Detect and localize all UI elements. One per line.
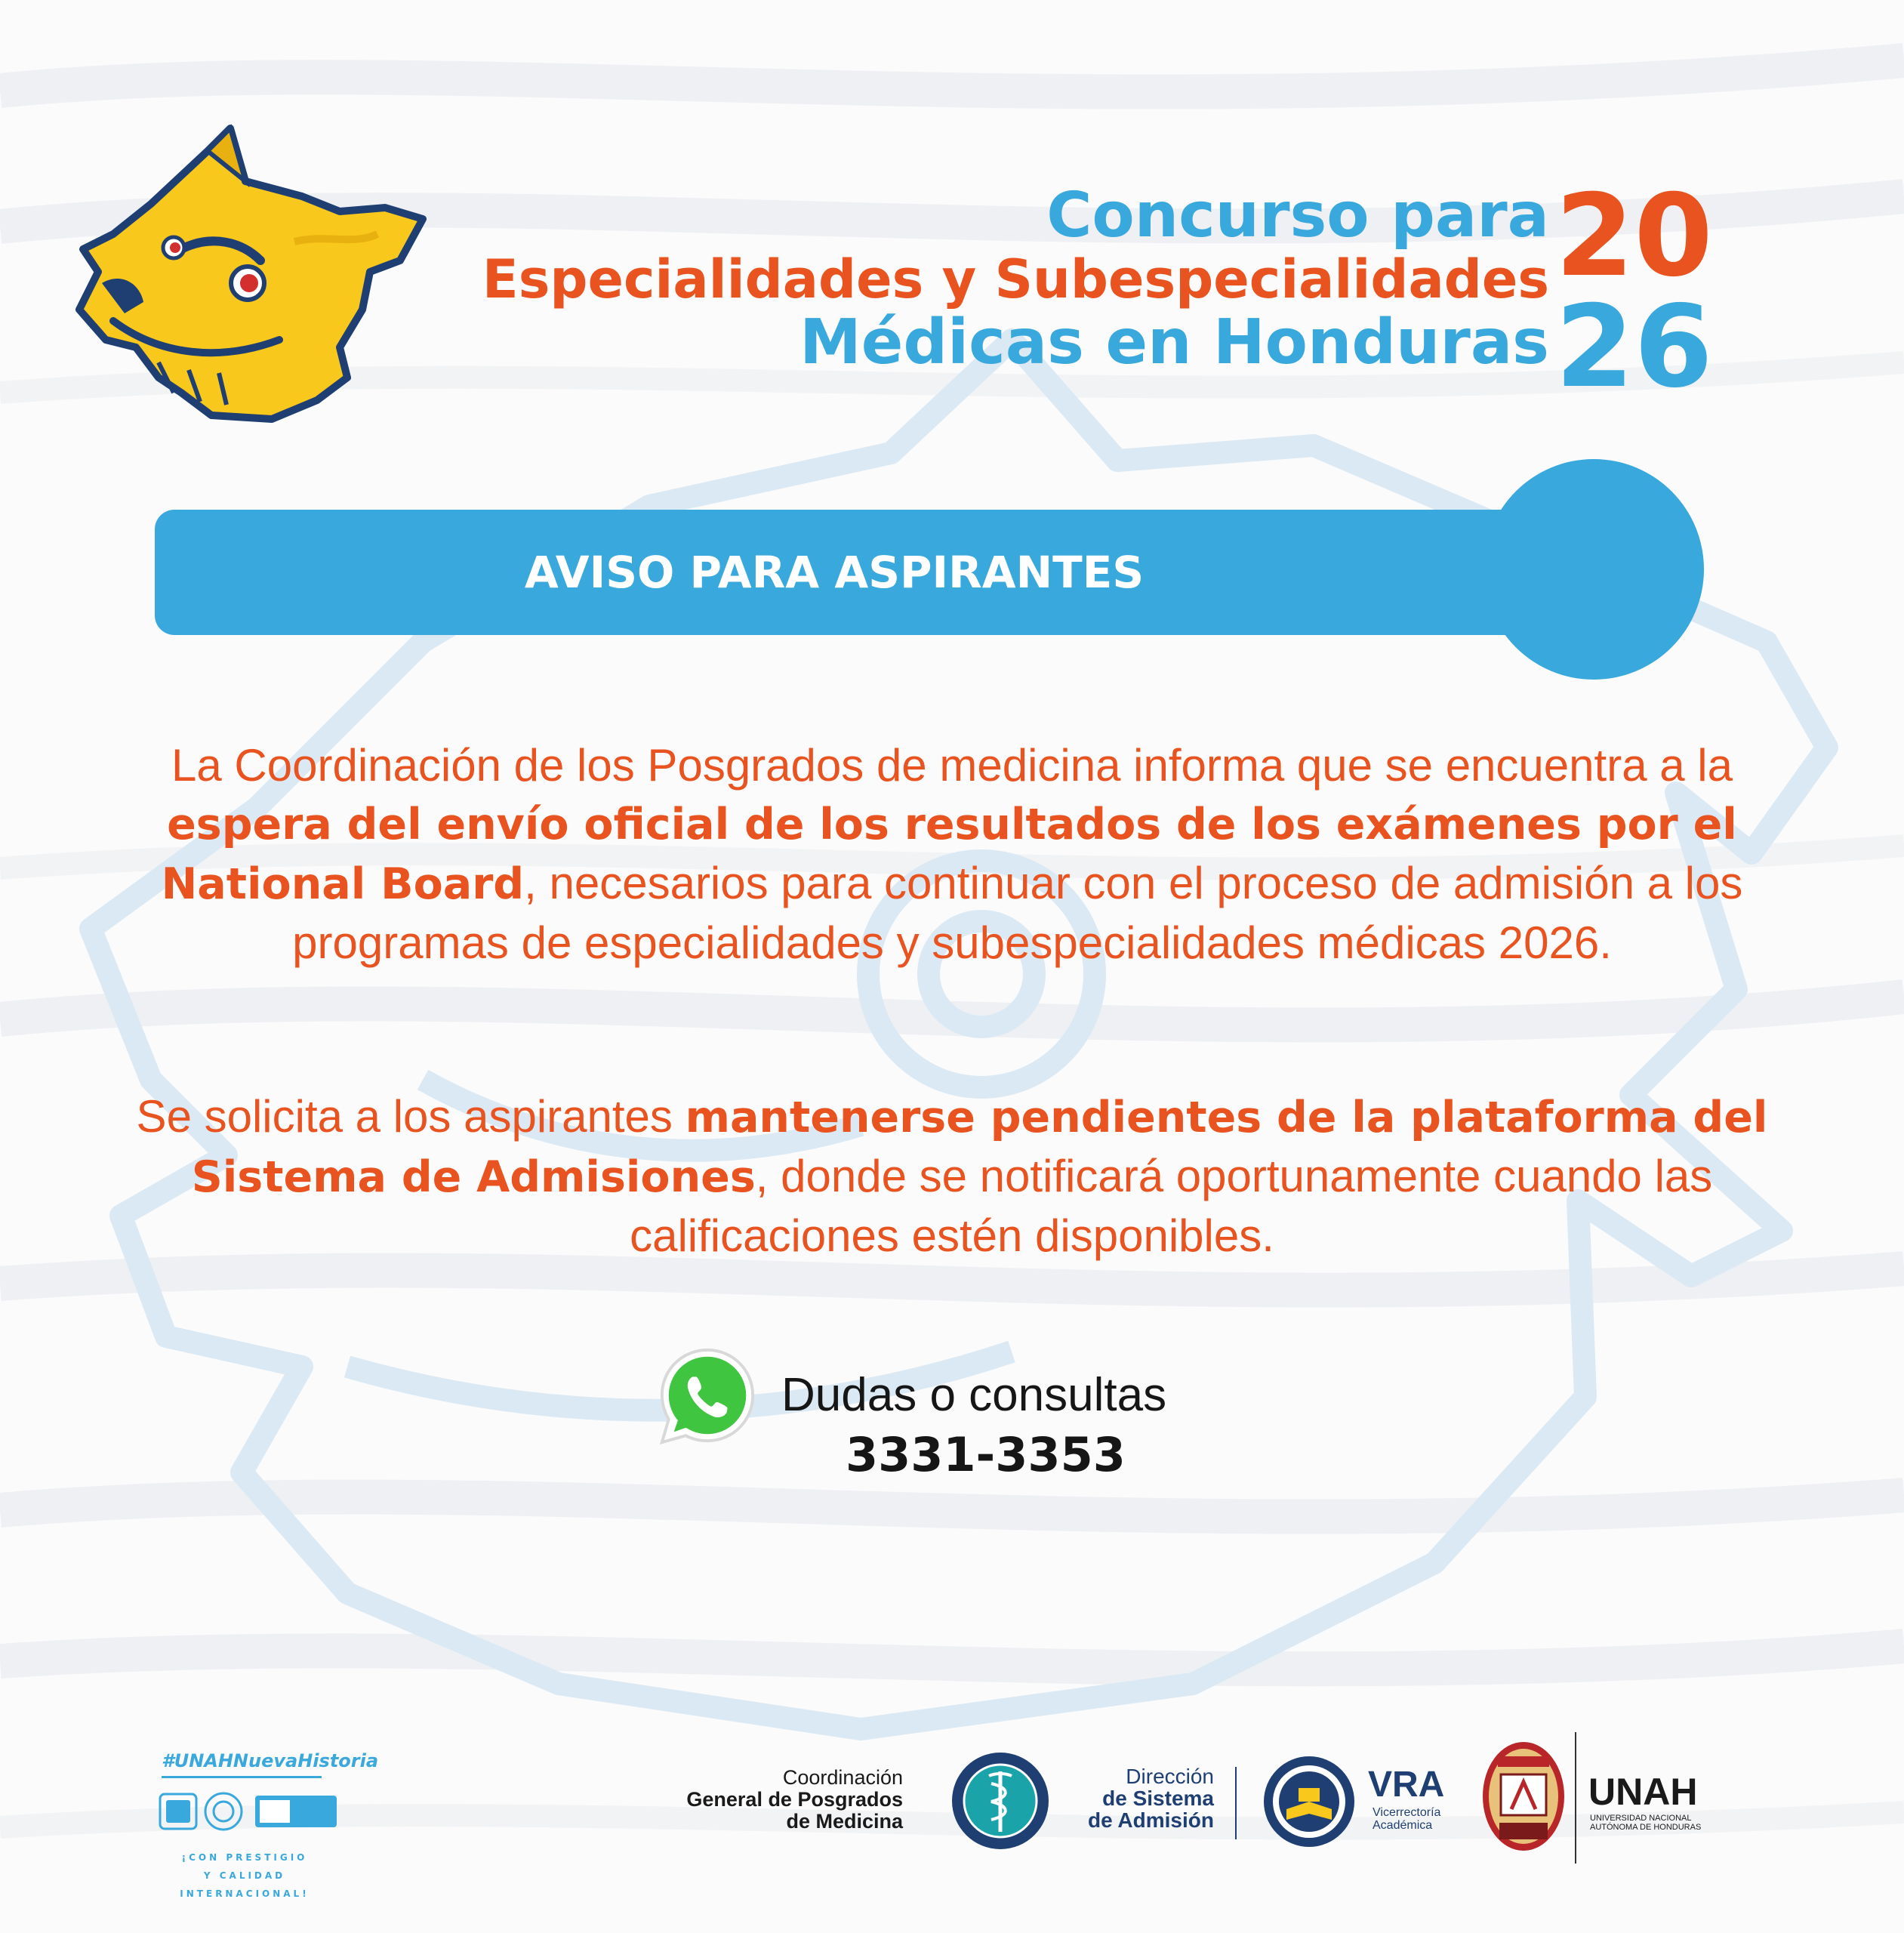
paragraph-text-2: , donde se notificará oportunamente cuando las calificaciones estén disponibles.	[630, 1151, 1713, 1261]
vra-sub-line-1: Vicerrectoría	[1373, 1806, 1441, 1819]
prestige-line-1: ¡CON PRESTIGIO	[181, 1852, 308, 1863]
accreditation-badges	[159, 1790, 340, 1832]
notice-paragraph-2	[83, 1087, 1821, 1265]
hashtag-underline	[162, 1776, 322, 1778]
paragraph-text-0: La Coordinación de los Posgrados de medicina informa que se encuentra a la	[171, 740, 1733, 791]
campaign-hashtag: #UNAHNuevaHistoria	[162, 1750, 379, 1771]
unah-sub-line-1: UNIVERSIDAD NACIONAL	[1590, 1814, 1692, 1823]
logo-divider	[1235, 1767, 1237, 1839]
emphasis-text-1: mantenerse pendientes de la plataforma del Sistema de Admisiones	[191, 1093, 1768, 1202]
notice-paragraph-1	[83, 736, 1821, 972]
year-bottom-digits: 26	[1555, 282, 1713, 413]
event-title	[482, 180, 1549, 378]
dsa-line-1: Dirección	[1126, 1765, 1214, 1788]
prestige-tagline	[148, 1848, 341, 1903]
event-year	[1555, 171, 1713, 413]
dsa-line-3: de Admisión	[1088, 1808, 1214, 1832]
unah-sub-line-2: AUTÓNOMA DE HONDURAS	[1590, 1823, 1702, 1832]
banner-title: AVISO PARA ASPIRANTES	[524, 547, 1145, 598]
puma-mascot-logo	[68, 121, 438, 438]
medical-faculty-seal	[950, 1750, 1051, 1851]
vra-sub-line-2: Académica	[1373, 1819, 1433, 1832]
prestige-line-2: Y CALIDAD INTERNACIONAL!	[180, 1870, 310, 1899]
contact-label: Dudas o consultas	[781, 1369, 1167, 1421]
coord-line-3: de Medicina	[786, 1810, 903, 1833]
vra-acronym: VRA	[1368, 1765, 1445, 1805]
title-line-1: Concurso para	[1046, 180, 1549, 251]
admissions-logo-text	[1064, 1765, 1214, 1831]
unah-acronym: UNAH	[1588, 1771, 1698, 1813]
whatsapp-icon	[655, 1344, 759, 1448]
coord-line-2: General de Posgrados	[686, 1788, 903, 1811]
title-line-2: Especialidades y Subespecialidades	[482, 248, 1549, 310]
paragraph-text-0: Se solicita a los aspirantes	[136, 1091, 686, 1142]
emphasis-text-1: espera del envío oficial de los resultados de los exámenes por el National Board	[161, 800, 1737, 909]
coordination-logo-text	[649, 1767, 903, 1833]
coord-line-1: Coordinación	[782, 1766, 903, 1789]
vra-seal	[1261, 1753, 1357, 1850]
year-top-digits: 20	[1555, 171, 1713, 302]
vra-subtitle	[1373, 1806, 1440, 1832]
unah-divider	[1575, 1732, 1576, 1864]
contact-phone-number: 3331-3353	[846, 1427, 1126, 1482]
unah-subtitle	[1590, 1814, 1701, 1832]
title-line-3: Médicas en Honduras	[799, 307, 1549, 378]
unah-university-seal	[1481, 1740, 1566, 1853]
dsa-line-2: de Sistema	[1102, 1787, 1214, 1810]
paragraph-text-2: , necesarios para continuar con el proceso de admisión a los programas de especialidades y subespecialidades médicas 2026.	[292, 858, 1743, 968]
